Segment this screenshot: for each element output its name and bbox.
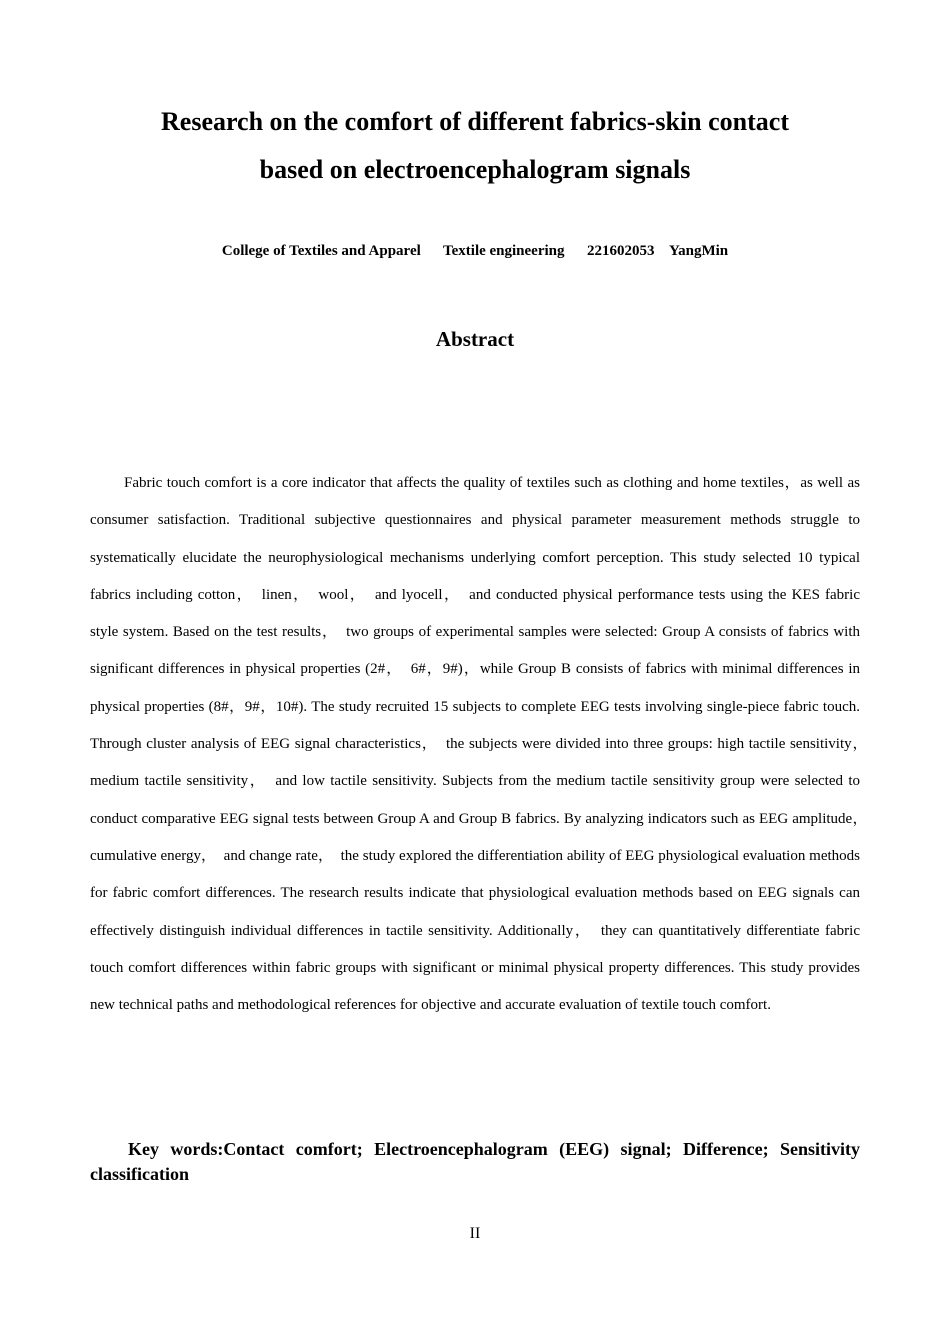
document-title-line-1: Research on the comfort of different fabrics-skin contact (161, 107, 789, 136)
author-info: College of Textiles and Apparel Textile engineering 221602053 YangMin (221, 243, 729, 259)
document-title (90, 98, 860, 194)
page-number: II (469, 1225, 481, 1242)
abstract-heading: Abstract (435, 327, 515, 351)
keywords: Key words:Contact comfort; Electroencephalogram (EEG) signal; Difference; Sensitivity classification (90, 1139, 860, 1184)
abstract-body: Fabric touch comfort is a core indicator that affects the quality of textiles such as clothing and home textiles，as well as consumer satisfaction. Traditional subjective questionnaires and physical parameter measurement methods struggle to systematically elucidate the neurophysiological mechanisms underlying comfort perception. This study selected 10 typical fabrics including cotton， linen， wool， and lyocell， and conducted physical performance tests using the KES fabric style system. Based on the test results， two groups of experimental samples were selected: Group A consists of fabrics with significant differences in physical properties (2#， 6#，9#)，while Group B consists of fabrics with minimal differences in physical properties (8#，9#，10#). The study recruited 15 subjects to complete EEG tests involving single-piece fabric touch. Through cluster analysis of EEG signal characteristics， the subjects were divided into three groups: high tactile sensitivity， medium tactile sensitivity， and low tactile sensitivity. Subjects from the medium tactile sensitivity group were selected to conduct comparative EEG signal tests between Group A and Group B fabrics. By analyzing indicators such as EEG amplitude， cumulative energy， and change rate， the study explored the differentiation ability of EEG physiological evaluation methods for fabric comfort differences. The research results indicate that physiological evaluation methods based on EEG signals can effectively distinguish individual differences in tactile sensitivity. Additionally， they can quantitatively differentiate fabric touch comfort differences within fabric groups with significant or minimal physical property differences. This study provides new technical paths and methodological references for objective and accurate evaluation of textile touch comfort. (90, 475, 876, 1014)
document-title-line-2: based on electroencephalogram signals (259, 155, 691, 184)
